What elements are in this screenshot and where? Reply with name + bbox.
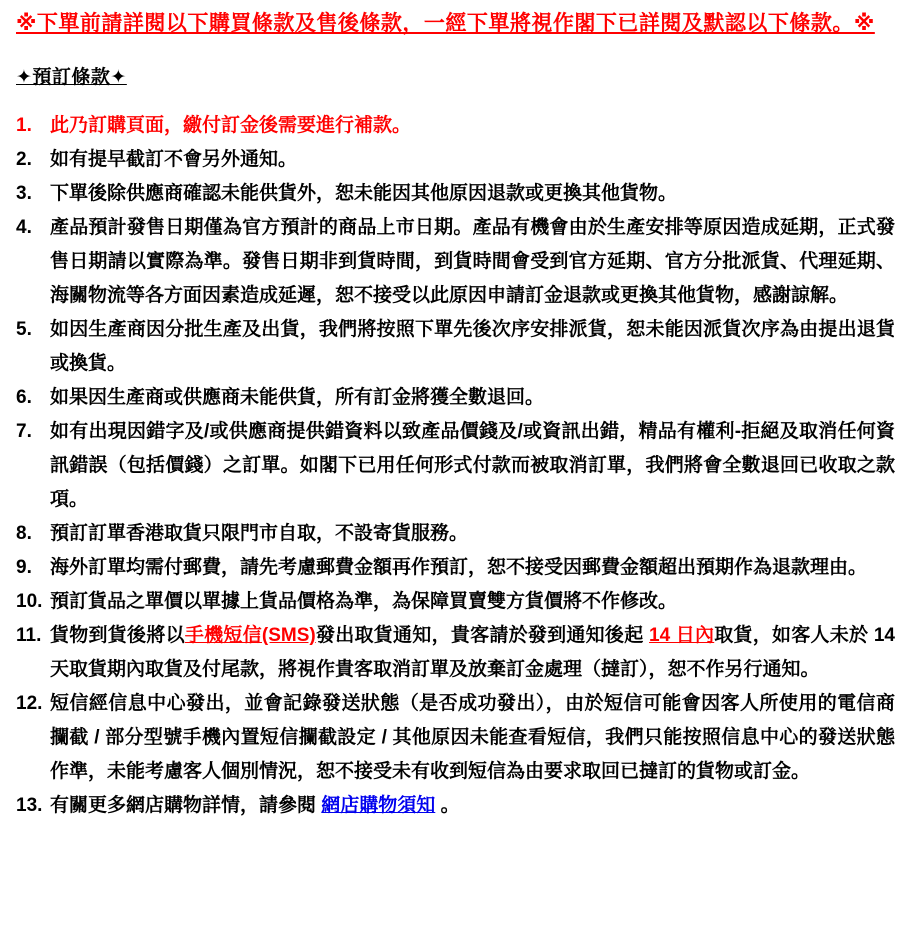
- term-item-10: [16, 585, 895, 619]
- terms-list: [16, 109, 895, 823]
- term-item-5: [16, 313, 895, 381]
- term-text: 如因生產商因分批生產及出貨，我們將按照下單先後次序安排派貨，恕未能因派貨次序為由提出退貨或換貨。: [50, 319, 895, 375]
- pickup-deadline-emphasis: 14 日內: [649, 625, 715, 647]
- term-text: 海外訂單均需付郵費，請先考慮郵費金額再作預訂，恕不接受因郵費金額超出預期作為退款理由。: [50, 557, 868, 579]
- term-text: 如果因生產商或供應商未能供貨，所有訂金將獲全數退回。: [50, 387, 545, 409]
- term-number: 3.: [16, 183, 32, 205]
- term-text: 此乃訂購頁面，繳付訂金後需要進行補款。: [50, 115, 412, 137]
- term-number: 6.: [16, 387, 32, 409]
- term-text: 預訂訂單香港取貨只限門市自取，不設寄貨服務。: [50, 523, 469, 545]
- sms-emphasis: 手機短信(SMS): [184, 625, 316, 647]
- term-item-8: [16, 517, 895, 551]
- term-number: 2.: [16, 149, 32, 171]
- term-text: [50, 619, 895, 687]
- purchase-notice-heading: ※下單前請詳閱以下購買條款及售後條款，一經下單將視作閣下已詳閱及默認以下條款。※: [16, 12, 875, 35]
- term-number: 8.: [16, 523, 32, 545]
- term-number: 12.: [16, 693, 43, 715]
- term-number: 1.: [16, 115, 32, 137]
- term-number: 10.: [16, 591, 43, 613]
- term-text: 下單後除供應商確認未能供貨外，恕未能因其他原因退款或更換其他貨物。: [50, 183, 678, 205]
- term-text-part: 取貨，如客人未於 14 天取貨期內取貨及付尾款，將視作貴客取消訂單及放棄訂金處理（撻訂），恕不作另行通知。: [50, 625, 895, 681]
- shop-guide-link[interactable]: 網店購物須知: [321, 795, 436, 817]
- term-number: 4.: [16, 217, 32, 239]
- term-text: 預訂貨品之單價以單據上貨品價格為準，為保障買賣雙方貨價將不作修改。: [50, 591, 678, 613]
- term-text: 短信經信息中心發出，並會記錄發送狀態（是否成功發出），由於短信可能會因客人所使用的電信商攔截 / 部分型號手機內置短信攔截設定 / 其他原因未能查看短信，我們只能按照信息中心的發送狀態作準，未能考慮客人個別情況，恕不接受未有收到短信為由要求取回已撻訂的貨物或訂金。: [50, 693, 895, 783]
- term-item-4: [16, 211, 895, 313]
- term-item-7: [16, 415, 895, 517]
- term-item-1: [16, 109, 895, 143]
- term-number: 13.: [16, 795, 43, 817]
- term-item-12: [16, 687, 895, 789]
- term-item-2: [16, 143, 895, 177]
- term-text-part: 發出取貨通知，貴客請於發到通知後起: [315, 625, 650, 647]
- term-item-11: [16, 619, 895, 687]
- preorder-terms-heading: ✦預訂條款✦: [16, 67, 127, 89]
- term-number: 9.: [16, 557, 32, 579]
- term-text-part: 貨物到貨後將以: [50, 625, 185, 647]
- term-item-13: [16, 789, 895, 823]
- term-number: 11.: [16, 625, 42, 647]
- term-item-9: [16, 551, 895, 585]
- term-item-3: [16, 177, 895, 211]
- term-number: 7.: [16, 421, 32, 443]
- term-text-part: 。: [435, 795, 460, 817]
- term-number: 5.: [16, 319, 32, 341]
- term-text: 如有提早截訂不會另外通知。: [50, 149, 298, 171]
- term-item-6: [16, 381, 895, 415]
- term-text-part: 有關更多網店購物詳情，請參閱: [50, 795, 322, 817]
- term-text: 產品預計發售日期僅為官方預計的商品上市日期。產品有機會由於生產安排等原因造成延期，正式發售日期請以實際為準。發售日期非到貨時間，到貨時間會受到官方延期、官方分批派貨、代理延期、海關物流等各方面因素造成延遲，恕不接受以此原因申請訂金退款或更換其他貨物，感謝諒解。: [50, 217, 895, 307]
- term-text: 如有出現因錯字及/或供應商提供錯資料以致產品價錢及/或資訊出錯，精品有權利-拒絕及取消任何資訊錯誤（包括價錢）之訂單。如閣下已用任何形式付款而被取消訂單，我們將會全數退回已收取之款項。: [50, 421, 895, 511]
- term-text: [50, 789, 895, 823]
